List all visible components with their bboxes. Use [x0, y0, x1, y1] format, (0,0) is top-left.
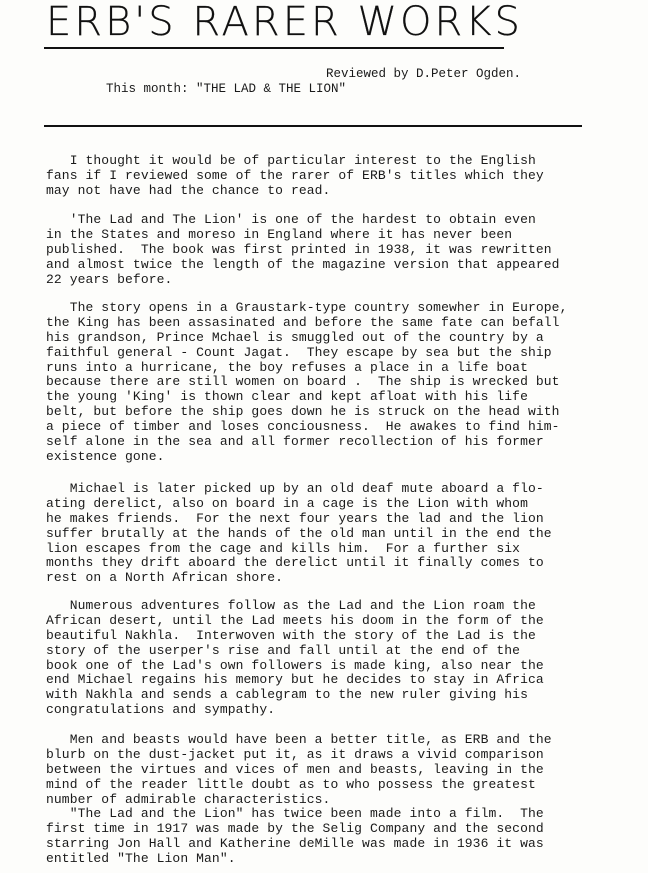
text-line: months they drift aboard the derelict until it finally comes to — [46, 555, 544, 571]
text-line: entitled "The Lion Man". — [46, 851, 236, 867]
text-line: number of admirable characteristics. — [46, 791, 331, 807]
text-line: suffer brutally at the hands of the old man until in the end the — [46, 525, 552, 541]
text-line: published. The book was first printed in 1938, it was rewritten — [46, 241, 552, 257]
paragraph-conclusion — [46, 733, 626, 867]
text-line: mind of the reader little doubt as to who possess the greatest — [46, 776, 536, 792]
text-line: with Nakhla and sends a cablegram to the new ruler giving his — [46, 687, 528, 703]
text-line: the young 'King' is thown clear and kept afloat with his life — [46, 389, 528, 405]
masthead-underline — [44, 47, 504, 49]
text-line: existence gone. — [46, 448, 165, 464]
masthead-title: ERB'S RARER WORKS — [46, 0, 523, 45]
paragraph-story-opening — [46, 301, 626, 465]
paragraph-intro — [46, 154, 626, 199]
text-line: faithful general - Count Jagat. They escape by sea but the ship — [46, 344, 552, 360]
text-line: because there are still women on board . The ship is wrecked but — [46, 374, 560, 390]
text-line: ating derelict, also on board in a cage is the Lion with whom — [46, 495, 528, 511]
text-line: the King has been assasinated and before the same fate can befall — [46, 314, 560, 330]
text-line: rest on a North African shore. — [46, 570, 284, 586]
masthead — [44, 0, 523, 48]
text-line: Numerous adventures follow as the Lad and the Lion roam the — [46, 598, 536, 613]
text-line: self alone in the sea and all former recollection of his former — [46, 434, 544, 450]
text-line: runs into a hurricane, the boy refuses a place in a life boat — [46, 359, 528, 375]
paragraph-rarity — [46, 213, 626, 287]
text-line: a piece of timber and loses conciousness. He awakes to find him- — [46, 419, 560, 435]
text-line: Men and beasts would have been a better title, as ERB and the — [46, 732, 552, 747]
text-line: beautiful Nakhla. Interwoven with the story of the Lad is the — [46, 627, 536, 643]
text-line: belt, but before the ship goes down he is struck on the head with — [46, 404, 560, 420]
text-line: in the States and moreso in England where it has never been — [46, 226, 513, 242]
text-line: first time in 1917 was made by the Selig Company and the second — [46, 821, 544, 837]
reviewer-byline: Reviewed by D.Peter Ogden. — [326, 67, 522, 81]
section-divider — [44, 125, 582, 127]
text-line: congratulations and sympathy. — [46, 702, 276, 718]
this-month-heading: This month: "THE LAD & THE LION" — [106, 82, 347, 96]
text-line: his grandson, Prince Mchael is smuggled out of the country by a — [46, 329, 544, 345]
text-line: blurb on the dust-jacket put it, as it draws a vivid comparison — [46, 746, 544, 762]
paragraph-adventures — [46, 599, 626, 718]
text-line: I thought it would be of particular interest to the English — [46, 153, 536, 168]
text-line: African desert, until the Lad meets his doom in the form of the — [46, 612, 544, 628]
paragraph-derelict — [46, 482, 626, 586]
text-line: lion escapes from the cage and kills him. For a further six — [46, 540, 521, 556]
text-line: fans if I reviewed some of the rarer of ERB's titles which they — [46, 167, 544, 183]
text-line: end Michael regains his memory but he decides to stay in Africa — [46, 672, 544, 688]
text-line: book one of the Lad's own followers is made king, also near the — [46, 657, 544, 673]
text-line: he makes friends. For the next four years the lad and the lion — [46, 510, 544, 526]
text-line: Michael is later picked up by an old deaf mute aboard a flo- — [46, 481, 544, 496]
text-line: starring Jon Hall and Katherine deMille was made in 1936 it was — [46, 836, 544, 852]
text-line: 'The Lad and The Lion' is one of the hardest to obtain even — [46, 212, 536, 227]
text-line: 22 years before. — [46, 271, 173, 287]
text-line: may not have had the chance to read. — [46, 182, 331, 198]
text-line: "The Lad and the Lion" has twice been made into a film. The — [46, 806, 544, 822]
text-line: between the virtues and vices of men and beasts, leaving in the — [46, 761, 544, 777]
text-line: story of the userper's rise and fall until at the end of the — [46, 642, 521, 658]
text-line: and almost twice the length of the magazine version that appeared — [46, 256, 560, 272]
text-line: The story opens in a Graustark-type country somewher in Europe, — [46, 300, 568, 315]
